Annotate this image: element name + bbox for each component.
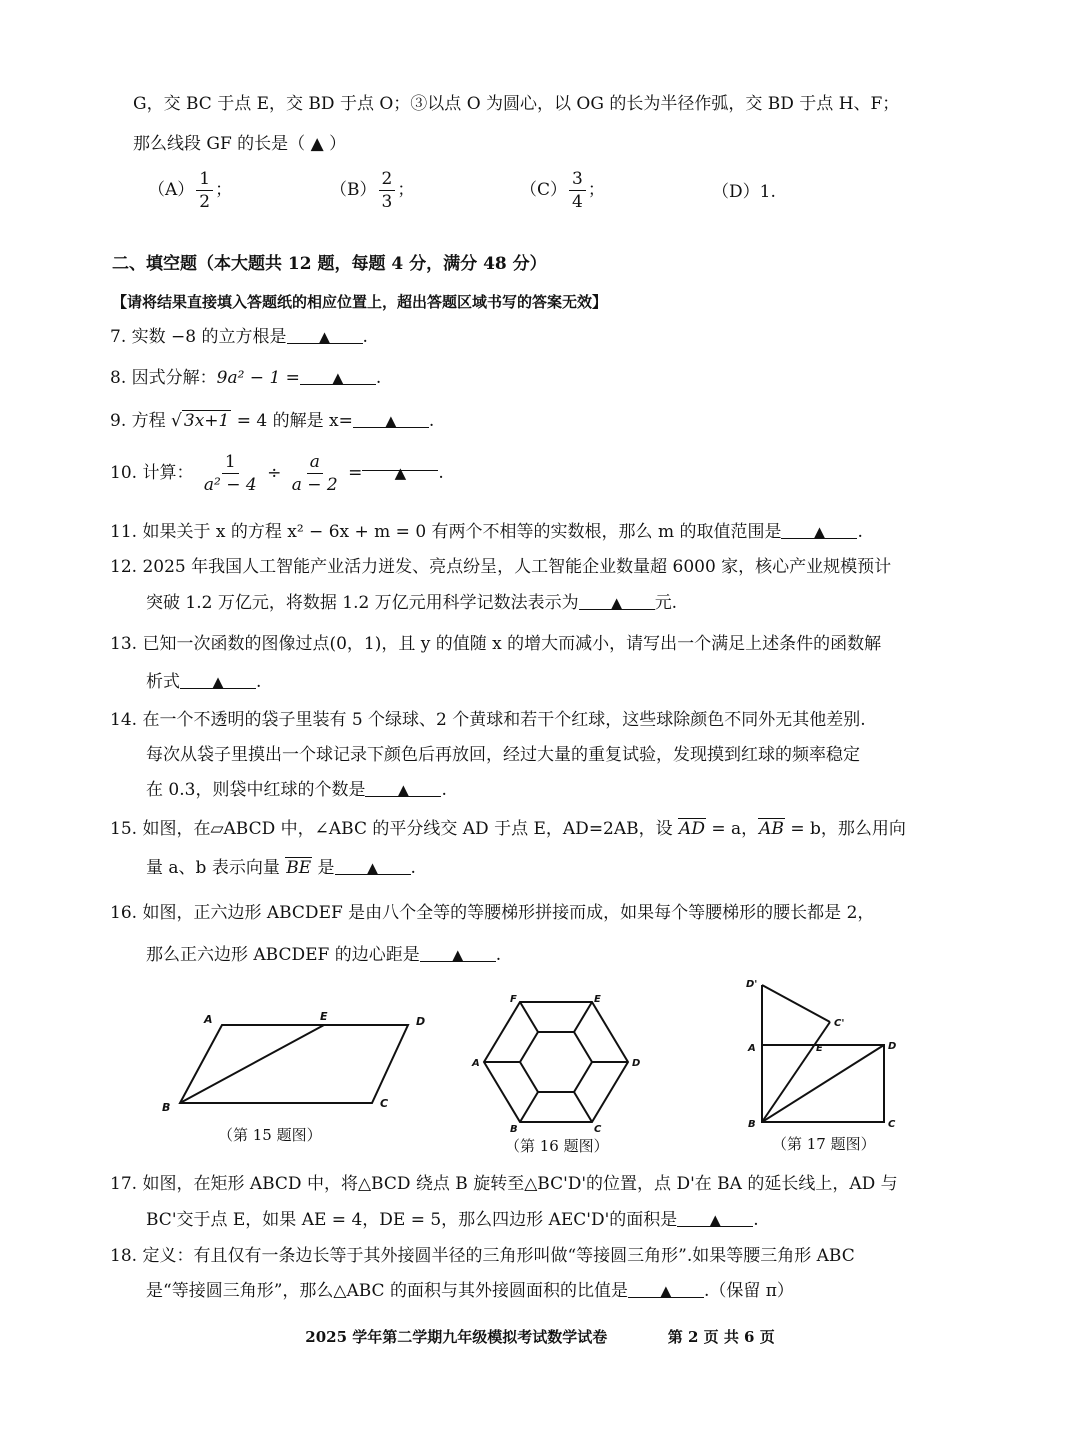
answer-blank[interactable]: ▲: [677, 1206, 753, 1227]
fig17-label-c: C: [888, 1119, 896, 1130]
q16-line1: 16. 如图，正六边形 ABCDEF 是由八个全等的等腰梯形拼接而成，如果每个等腰梯形的腰长都是 2，: [110, 903, 875, 923]
q12-line1: 12. 2025 年我国人工智能产业活力迸发、亮点纷呈，人工智能企业数量超 6000 家，核心产业规模预计: [110, 557, 892, 577]
fig17-label-e: E: [816, 1043, 823, 1054]
q11: 11. 如果关于 x 的方程 x² − 6x + m = 0 有两个不相等的实数根，那么 m 的取值范围是 ▲ .: [110, 518, 863, 546]
fig15-label-e: E: [320, 1010, 328, 1023]
q17-line1: 17. 如图，在矩形 ABCD 中，将△BCD 绕点 B 旋转至△BC'D'的位置，点 D'在 BA 的延长线上，AD 与: [110, 1174, 898, 1194]
fig16-label-e: E: [594, 994, 601, 1005]
answer-blank[interactable]: ▲: [365, 776, 441, 797]
q15-line1: 15. 如图，在▱ABCD 中，∠ABC 的平分线交 AD 于点 E，AD=2AB，设 AD = a，AB = b，那么用向: [110, 819, 906, 839]
answer-blank[interactable]: ▲: [353, 407, 429, 428]
fig17-label-a: A: [748, 1043, 756, 1054]
page-footer: [0, 1326, 1080, 1347]
fig15-label-c: C: [380, 1097, 389, 1110]
q13-line2: 析式 ▲ .: [146, 668, 261, 696]
answer-blank[interactable]: ▲: [300, 364, 376, 385]
q14-line2: 每次从袋子里摸出一个球记录下颜色后再放回，经过大量的重复试验，发现摸到红球的频率稳定: [146, 745, 860, 765]
figure-17-rectangle: [740, 975, 910, 1130]
fig16-label-c: C: [594, 1124, 602, 1135]
q6-option-d: （D）1.: [712, 182, 776, 202]
q14-line3: 在 0.3，则袋中红球的个数是 ▲ .: [146, 776, 447, 804]
q18-line1: 18. 定义：有且仅有一条边长等于其外接圆半径的三角形叫做“等接圆三角形”.如果等腰三角形 ABC: [110, 1246, 855, 1266]
figure-16-caption: （第 16 题图）: [505, 1137, 609, 1155]
fig15-label-d: D: [416, 1015, 426, 1028]
answer-blank[interactable]: ▲: [420, 941, 496, 962]
fig16-label-a: A: [472, 1058, 480, 1069]
answer-blank[interactable]: ▲: [579, 589, 655, 610]
fig16-label-d: D: [632, 1058, 641, 1069]
fig16-label-f: F: [510, 994, 517, 1005]
q6-option-a: （A） $\frac{1}{2}$ ；: [148, 169, 233, 212]
figure-15-caption: （第 15 题图）: [218, 1126, 322, 1144]
q16-line2: 那么正六边形 ABCDEF 的边心距是 ▲ .: [146, 941, 501, 969]
figure-17-caption: （第 17 题图）: [772, 1135, 876, 1153]
fig17-label-d1: D': [746, 979, 758, 990]
q14-line1: 14. 在一个不透明的袋子里装有 5 个绿球、2 个黄球和若干个红球，这些球除颜色不同外无其他差别.: [110, 710, 866, 730]
answer-blank[interactable]: ▲: [180, 668, 256, 689]
answer-blank[interactable]: ▲: [362, 450, 438, 471]
q7: 7. 实数 −8 的立方根是 ▲ .: [110, 323, 368, 351]
fig16-label-b: B: [510, 1124, 518, 1135]
q9: 9. 方程 √ 3x+1 = 4 的解是 x= ▲ .: [110, 407, 434, 435]
q6-line1: G，交 BC 于点 E，交 BD 于点 O；③以点 O 为圆心，以 OG 的长为半径作弧，交 BD 于点 H、F；: [133, 94, 900, 114]
q6-option-c: （C） $\frac{3}{4}$ ；: [520, 169, 605, 212]
footer-page-number: 第 2 页 共 6 页: [667, 1328, 775, 1346]
q10: 10. 计算： $\frac{1}{\text{a² − 4}}$ ÷ $\frac{a}{a - 2}$ = ▲ .: [110, 452, 444, 495]
fig15-label-a: A: [204, 1013, 213, 1026]
fig17-label-d: D: [888, 1041, 897, 1052]
answer-blank[interactable]: ▲: [628, 1277, 704, 1298]
answer-blank[interactable]: ▲: [781, 518, 857, 539]
section-title: 二、填空题（本大题共 12 题，每题 4 分，满分 48 分）: [112, 254, 547, 274]
q6-option-b: （B） $\frac{2}{3}$ ；: [330, 169, 415, 212]
figure-16-hexagon: [470, 990, 650, 1135]
q13-line1: 13. 已知一次函数的图像过点(0，1)，且 y 的值随 x 的增大而减小，请写出一个满足上述条件的函数解: [110, 634, 882, 654]
fig17-label-c1: C': [834, 1018, 845, 1029]
q6-line2: 那么线段 GF 的长是（ ▲ ）: [133, 134, 347, 154]
answer-blank[interactable]: ▲: [287, 323, 363, 344]
q8: 8. 因式分解：9a² − 1 = ▲ .: [110, 364, 381, 392]
q17-line2: BC'交于点 E，如果 AE = 4，DE = 5，那么四边形 AEC'D'的面积是 ▲ .: [146, 1206, 759, 1234]
footer-title: 2025 学年第二学期九年级模拟考试数学试卷: [305, 1328, 608, 1346]
answer-blank[interactable]: ▲: [335, 854, 411, 875]
fig17-label-b: B: [748, 1119, 756, 1130]
fig15-label-b: B: [162, 1101, 171, 1114]
q12-line2: 突破 1.2 万亿元，将数据 1.2 万亿元用科学记数法表示为 ▲ 元.: [146, 589, 677, 617]
q18-line2: 是“等接圆三角形”，那么△ABC 的面积与其外接圆面积的比值是 ▲ .（保留 π）: [146, 1277, 794, 1305]
figure-15-parallelogram: [150, 1005, 440, 1125]
q15-line2: 量 a、b 表示向量 BE 是 ▲ .: [146, 854, 416, 882]
section-note: 【请将结果直接填入答题纸的相应位置上，超出答题区域书写的答案无效】: [112, 293, 608, 311]
